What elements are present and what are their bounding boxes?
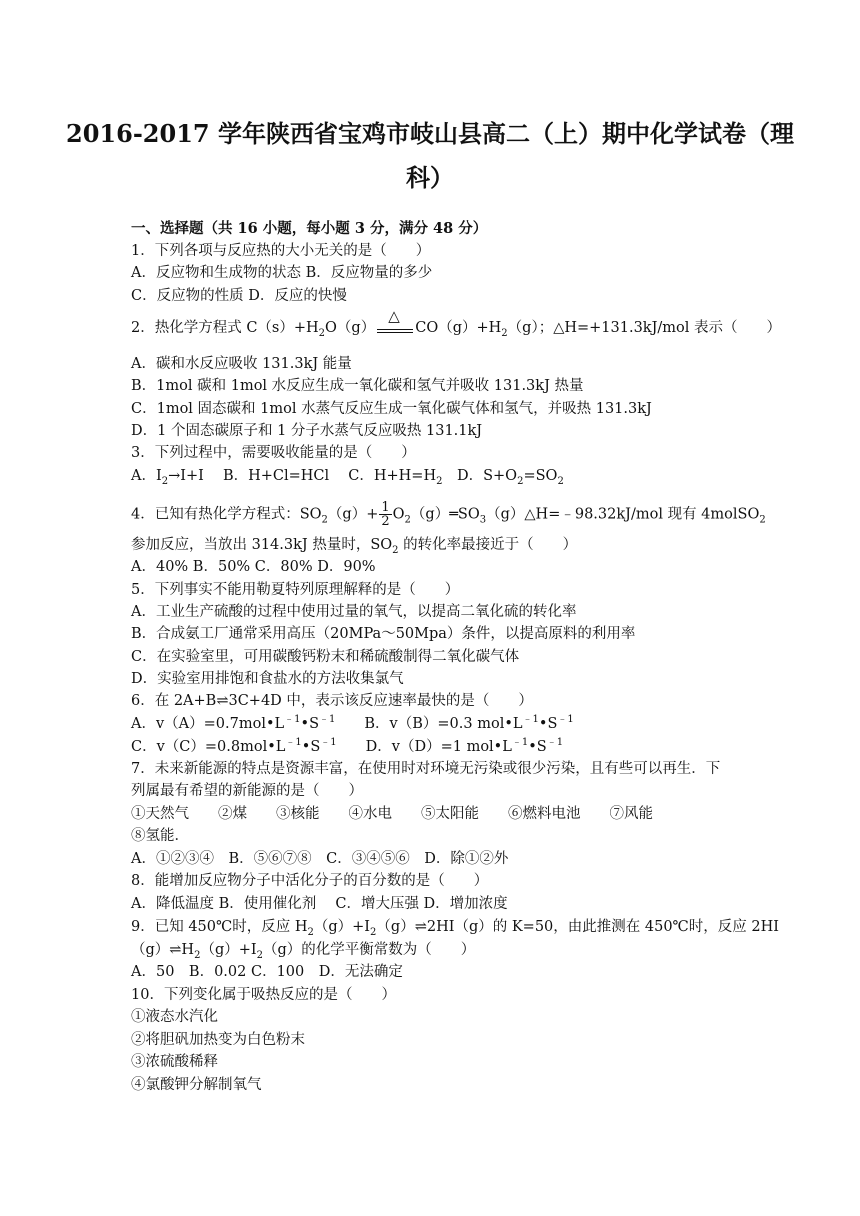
q2-option-a: A．碳和水反应吸收 131.3kJ 能量 (131, 356, 352, 372)
q1-options-cd: C．反应物的性质 D．反应的快慢 (131, 288, 347, 304)
q7-stem-line1: 7．未来新能源的特点是资源丰富，在使用时对环境无污染或很少污染，且有些可以再生．下 (131, 761, 721, 777)
q10-item-4: ④氯酸钾分解制氧气 (131, 1077, 262, 1093)
q6-options-cd: C．$v(C)=0.8mol•L^{﹣1}•S^{﹣1}$ D．v（D）=1 $mol•L^{﹣1}•S^{﹣1}$ (131, 737, 564, 755)
q8-stem: 8．能增加反应物分子中活化分子的百分数的是（ ） (131, 873, 489, 889)
q10-stem: 10．下列变化属于吸热反应的是（ ） (131, 987, 396, 1003)
q7-stem-line2: 列属最有希望的新能源的是（ ） (131, 783, 363, 799)
q2-stem: 2．热化学方程式 $C(s)+H_2O(g)$ △ $CO(g)+H_2(g)$；△H=+131.3kJ/mol 表示（ ） (131, 307, 782, 339)
q9-stem-line2: $(g)\rightleftharpoons H_2(g)+I_2(g)$的化学平衡常数为（ ） (131, 942, 476, 961)
q5-option-d: D．实验室用排饱和食盐水的方法收集氯气 (131, 671, 404, 687)
q9-stem: 9．已知 450℃时，反应 $H_2(g)+I_2(g)\rightleftharpoons 2HI(g)$的 K=50，由此推测在 450℃时，反应 2HI (131, 919, 779, 938)
q2-option-c: C．1mol 固态碳和 1mol 水蒸气反应生成一氧化碳气体和氢气，并吸热 131.3kJ (131, 401, 652, 417)
q5-option-b: B．合成氨工厂通常采用高压（20MPa～50Mpa）条件，以提高原料的利用率 (131, 626, 636, 642)
q6-stem: 6．在 2A+B⇌3C+4D 中，表示该反应速率最快的是（ ） (131, 693, 533, 709)
q9-options: A．50 B．0.02 C．100 D．无法确定 (131, 964, 403, 980)
exam-title-line1: 2016-2017 学年陕西省宝鸡市岐山县高二（上）期中化学试卷（理 (66, 119, 794, 148)
exam-title-line2: 科） (406, 163, 454, 192)
q1-options-ab: A．反应物和生成物的状态 B．反应物量的多少 (131, 265, 433, 281)
q7-items-line2: ⑧氢能． (131, 828, 189, 844)
q3-options: A．$I_2\to I+I$ B．H+Cl=HCl C．$H+H=H_2$ D．$S+O_2=SO_2$ (131, 468, 564, 487)
q2-option-d: D．1 个固态碳原子和 1 分子水蒸气反应吸热 131.1kJ (131, 423, 483, 439)
q10-item-3: ③浓硫酸稀释 (131, 1054, 218, 1070)
q4-stem-line2: 参加反应，当放出 314.3kJ 热量时，$SO_2$ 的转化率最接近于（ ） (131, 537, 578, 556)
q10-item-2: ②将胆矾加热变为白色粉末 (131, 1032, 305, 1048)
q4-options: A．40% B．50% C．80% D．90% (131, 559, 376, 575)
q5-option-c: C．在实验室里，可用碳酸钙粉末和稀硫酸制得二氧化碳气体 (131, 649, 520, 665)
q7-options: A．①②③④ B．⑤⑥⑦⑧ C．③④⑤⑥ D．除①②外 (131, 851, 509, 867)
fraction-one-half: $\frac{1}{2}$ (381, 500, 390, 529)
q10-item-1: ①液态水汽化 (131, 1009, 218, 1025)
q5-option-a: A．工业生产硫酸的过程中使用过量的氧气，以提高二氧化硫的转化率 (131, 604, 577, 620)
q7-items-line1: ①天然气 ②煤 ③核能 ④水电 ⑤太阳能 ⑥燃料电池 ⑦风能 (131, 806, 653, 822)
heating-condition-arrow: △ (375, 318, 415, 338)
q6-options-ab: A．$v(A)=0.7mol•L^{﹣1}•S^{﹣1}$ B．v（B）=0.3 $mol•L^{﹣1}•S^{﹣1}$ (131, 714, 574, 732)
section-heading: 一、选择题（共 16 小题，每小题 3 分，满分 48 分） (131, 220, 488, 237)
q1-stem: 1．下列各项与反应热的大小无关的是（ ） (131, 243, 431, 259)
q5-stem: 5．下列事实不能用勒夏特列原理解释的是（ ） (131, 582, 460, 598)
q3-stem: 3．下列过程中，需要吸收能量的是（ ） (131, 445, 416, 461)
q8-options: A．降低温度 B．使用催化剂 C．增大压强 D．增加浓度 (131, 896, 508, 912)
q2-option-b: B．1mol 碳和 1mol 水反应生成一氧化碳和氢气并吸收 131.3kJ 热量 (131, 378, 584, 394)
q4-stem: 4．已知有热化学方程式：$SO_2(g)+$ $\frac{1}{2}$ $O_2(g)═SO_3(g)\triangle H=﹣98.32kJ$/mol 现有 4molSO$_2$ (131, 500, 766, 529)
